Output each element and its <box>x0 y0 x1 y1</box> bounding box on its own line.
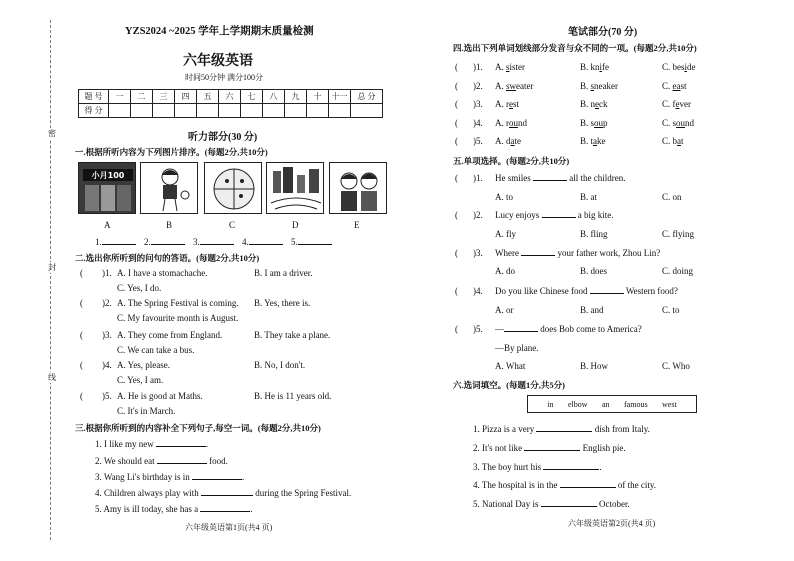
option-b: B. at <box>580 192 597 202</box>
sentence-start: 5. Amy is ill today, she has a <box>95 504 199 514</box>
score-table-score-row <box>79 104 383 118</box>
order-blank[interactable] <box>151 237 185 245</box>
question-start: He smiles <box>495 173 531 183</box>
sentence-start: 3. The boy hurt his <box>473 462 542 472</box>
s6-item-3 <box>473 462 602 472</box>
option-b: B. He is 11 years old. <box>254 391 332 401</box>
underlined-letters: e <box>509 99 513 109</box>
question-end: all the children. <box>569 173 626 183</box>
word-bank-item: famous <box>624 399 648 409</box>
option-text: ck <box>599 99 608 109</box>
option-text: B. s <box>580 118 595 128</box>
option-b: B. fling <box>580 229 608 239</box>
underlined-letters: ou <box>676 118 686 128</box>
s6-item-2 <box>473 443 626 453</box>
score-input-cell[interactable] <box>175 104 197 118</box>
option-c: C. doing <box>662 266 694 276</box>
order-blank-label: 3. <box>193 237 200 247</box>
question-number: )5. <box>473 324 483 334</box>
answer-paren[interactable]: ( <box>455 118 458 128</box>
option-b: B. They take a plane. <box>254 330 331 340</box>
option-c: C. We can take a bus. <box>117 345 195 355</box>
order-blank[interactable] <box>200 237 234 245</box>
underlined-letters: ou <box>594 118 604 128</box>
option-text: neaker <box>594 81 619 91</box>
option-a <box>495 136 521 146</box>
sentence-start: 1. Pizza is a very <box>473 424 535 434</box>
question-start: Lucy enjoys <box>495 210 540 220</box>
underlined-letters: a <box>510 136 515 146</box>
underlined-letters: ou <box>509 118 518 128</box>
written-title: 笔试部分(70 分) <box>568 27 638 38</box>
fill-blank[interactable] <box>541 499 597 507</box>
fill-blank[interactable] <box>192 472 245 482</box>
s3-item-2 <box>95 456 228 466</box>
score-cell: 二 <box>131 90 153 104</box>
answer-paren[interactable]: ( <box>80 330 83 340</box>
score-input-cell[interactable] <box>307 104 329 118</box>
s3-item-4 <box>95 488 351 498</box>
section-2-heading: 二.选出你所听到的问句的答语。(每题2分,共10分) <box>75 253 260 263</box>
score-input-cell[interactable] <box>197 104 219 118</box>
score-cell: 总 分 <box>351 90 383 104</box>
underlined-letters: sw <box>506 81 517 91</box>
s3-item-1 <box>95 439 208 449</box>
option-text: C. b <box>662 136 678 146</box>
option-b <box>580 81 618 91</box>
option-text: fe <box>602 62 610 72</box>
option-text: ke <box>597 136 606 146</box>
fill-blank[interactable] <box>504 324 538 332</box>
question-end: a big kite. <box>577 210 614 220</box>
girl-with-toy-drawing <box>140 162 198 214</box>
answer-paren[interactable]: ( <box>80 391 83 401</box>
question-number: )5. <box>473 136 483 146</box>
sentence-start: 3. Wang Li's birthday is in <box>95 472 190 482</box>
margin-label-seal: 密 <box>48 129 56 138</box>
option-text: ver <box>679 99 691 109</box>
score-cell: 一 <box>109 90 131 104</box>
order-blank-label: 5. <box>291 237 298 247</box>
underlined-letters: s <box>590 81 595 91</box>
fill-blank[interactable] <box>156 439 209 449</box>
option-c <box>662 136 684 146</box>
score-cell: 四 <box>175 90 197 104</box>
underlined-letters: a <box>677 136 682 146</box>
sentence-end: . <box>206 439 209 449</box>
score-input-cell[interactable] <box>263 104 285 118</box>
question-number: )2. <box>473 81 483 91</box>
question-number: )5. <box>102 391 112 401</box>
option-text: B. <box>580 81 591 91</box>
binding-line <box>50 20 51 540</box>
option-a: A. fly <box>495 229 516 239</box>
score-input-cell[interactable] <box>285 104 307 118</box>
s3-item-3 <box>95 472 244 482</box>
option-c: C. Yes, I do. <box>117 283 162 293</box>
underlined-letters: ea <box>672 81 681 91</box>
option-text: te <box>514 136 521 146</box>
question-end: does Bob come to America? <box>540 324 642 334</box>
fill-blank[interactable] <box>542 210 576 218</box>
option-text: nd <box>685 118 695 128</box>
underlined-letters: e <box>675 99 680 109</box>
answer-paren[interactable]: ( <box>455 99 458 109</box>
score-input-cell[interactable] <box>153 104 175 118</box>
question-reply: —By plane. <box>495 343 539 353</box>
fill-blank[interactable] <box>533 173 567 181</box>
image-letter-c: C <box>229 220 236 230</box>
question-number: )2. <box>473 210 483 220</box>
sentence-end: dish from Italy. <box>594 424 650 434</box>
margin-label-line: 线 <box>48 373 56 382</box>
score-input-cell[interactable] <box>131 104 153 118</box>
option-text: p <box>603 118 608 128</box>
city-park-drawing <box>266 162 324 214</box>
option-a: A. He is good at Maths. <box>117 391 203 401</box>
score-cell: 十 <box>307 90 329 104</box>
fill-blank[interactable] <box>590 286 624 294</box>
score-cell: 六 <box>219 90 241 104</box>
option-a: A. to <box>495 192 513 202</box>
question-start: Where <box>495 248 519 258</box>
answer-paren[interactable]: ( <box>80 360 83 370</box>
option-a: A. I have a stomachache. <box>117 268 208 278</box>
sentence-end: English pie. <box>582 443 626 453</box>
option-c <box>662 81 687 91</box>
option-text: ister <box>509 62 526 72</box>
fill-blank[interactable] <box>201 488 253 496</box>
option-text: t <box>681 136 684 146</box>
option-c: C. Who <box>662 361 690 371</box>
section-5-heading: 五.单项选择。(每题2分,共10分) <box>453 156 570 166</box>
option-c <box>662 99 691 109</box>
option-a: A. They come from England. <box>117 330 223 340</box>
margin-label-seal-2: 封 <box>48 263 56 272</box>
option-text: eater <box>516 81 534 91</box>
score-input-cell[interactable] <box>351 104 383 118</box>
option-a: A. or <box>495 305 514 315</box>
option-a: A. The Spring Festival is coming. <box>117 298 239 308</box>
word-bank-item: in <box>547 399 554 409</box>
sentence-start: 1. I like my new <box>95 439 154 449</box>
option-b <box>580 62 609 72</box>
question-text <box>495 173 625 183</box>
option-text: B. kn <box>580 62 600 72</box>
question-number: )3. <box>102 330 112 340</box>
score-input-cell[interactable] <box>109 104 131 118</box>
order-blank-label: 1. <box>95 237 102 247</box>
option-c: C. flying <box>662 229 695 239</box>
sentence-start: 2. It's not like <box>473 443 523 453</box>
question-number: )1. <box>473 62 483 72</box>
section-6-heading: 六.选词填空。(每题1分,共5分) <box>453 380 565 390</box>
score-table-header-row <box>79 90 383 104</box>
option-text: de <box>687 62 696 72</box>
question-end: Western food? <box>625 286 678 296</box>
page-footer-1: 六年级英语第1页(共4 页) <box>185 523 273 532</box>
answer-paren[interactable]: ( <box>455 286 458 296</box>
section-4-heading: 四.选出下列单词划线部分发音与众不同的一项。(每题2分,共10分) <box>453 43 697 53</box>
option-a <box>495 99 519 109</box>
question-number: )3. <box>473 99 483 109</box>
option-a: A. What <box>495 361 526 371</box>
underlined-letters: i <box>684 62 688 72</box>
image-letter-e: E <box>354 220 360 230</box>
section-3-heading: 三.根据你所听到的内容补全下列句子,每空一词。(每题2分,共10分) <box>75 423 321 433</box>
option-c <box>662 118 694 128</box>
fill-blank[interactable] <box>560 480 616 488</box>
score-row-label: 得 分 <box>79 104 109 118</box>
order-blank[interactable] <box>298 237 332 245</box>
question-end: your father work, Zhou Lin? <box>557 248 661 258</box>
question-number: )4. <box>473 118 483 128</box>
word-bank-item: west <box>662 399 677 409</box>
answer-paren[interactable]: ( <box>455 62 458 72</box>
section-1-heading: 一.根据所听内容为下列图片排序。(每题2分,共10分) <box>75 147 268 157</box>
answer-paren[interactable]: ( <box>455 81 458 91</box>
option-a <box>495 62 525 72</box>
sentence-start: 5. National Day is <box>473 499 539 509</box>
sentence-end: food. <box>209 456 228 466</box>
question-start: — <box>495 324 504 334</box>
s6-item-4 <box>473 480 656 490</box>
sentence-start: 4. Children always play with <box>95 488 199 498</box>
word-bank-item: elbow <box>567 399 588 409</box>
option-text: st <box>680 81 687 91</box>
question-number: )2. <box>102 298 112 308</box>
option-text: st <box>513 99 520 109</box>
fill-blank[interactable] <box>200 504 253 514</box>
question-number: )1. <box>473 173 483 183</box>
fill-blank[interactable] <box>536 424 592 432</box>
option-b: B. No, I don't. <box>254 360 306 370</box>
order-blanks <box>95 237 332 247</box>
fill-blank[interactable] <box>543 462 602 472</box>
s6-item-1 <box>473 424 650 434</box>
question-number: )3. <box>473 248 483 258</box>
option-b: B. and <box>580 305 604 315</box>
option-b <box>580 118 608 128</box>
underlined-letters: s <box>506 62 510 72</box>
option-text: C. s <box>662 118 677 128</box>
answer-paren[interactable]: ( <box>455 210 458 220</box>
time-info: 时间50分钟 满分100分 <box>185 73 263 82</box>
option-text: A. r <box>495 118 509 128</box>
shop-storefront-photo <box>78 162 136 214</box>
option-b: B. How <box>580 361 609 371</box>
answer-paren[interactable]: ( <box>455 173 458 183</box>
option-text: A. d <box>495 136 511 146</box>
option-text: B. n <box>580 99 596 109</box>
score-input-cell[interactable] <box>329 104 351 118</box>
fill-blank[interactable] <box>524 443 580 451</box>
option-text: A. <box>495 62 506 72</box>
fill-blank[interactable] <box>521 248 555 256</box>
sentence-end: of the city. <box>617 480 656 490</box>
option-c: C. Yes, I am. <box>117 375 164 385</box>
sentence-start: 2. We should eat <box>95 456 155 466</box>
question-text <box>495 210 614 220</box>
score-cell: 五 <box>197 90 219 104</box>
two-children-drawing <box>329 162 387 214</box>
option-c: C. on <box>662 192 682 202</box>
subject-title: 六年级英语 <box>183 54 253 69</box>
answer-paren[interactable]: ( <box>455 324 458 334</box>
order-blank[interactable] <box>249 237 283 245</box>
s6-item-5 <box>473 499 630 509</box>
pizza-drawing <box>204 162 262 214</box>
shop-sign-text: 小月100 <box>91 171 125 180</box>
option-text: A. <box>495 81 506 91</box>
option-a: A. Yes, please. <box>117 360 170 370</box>
option-text: C. <box>662 81 673 91</box>
exam-title: YZS2024 ~2025 学年上学期期末质量检测 <box>125 26 314 37</box>
option-c <box>662 62 696 72</box>
page-footer-2: 六年级英语第2页(共4 页) <box>568 519 656 528</box>
answer-paren[interactable]: ( <box>455 136 458 146</box>
option-b: B. I am a driver. <box>254 268 313 278</box>
sentence-end: . <box>241 472 245 482</box>
score-cell: 七 <box>241 90 263 104</box>
image-letter-d: D <box>292 220 299 230</box>
order-blank-label: 2. <box>144 237 151 247</box>
question-number: )4. <box>102 360 112 370</box>
score-cell: 十一 <box>329 90 351 104</box>
score-cell: 八 <box>263 90 285 104</box>
underlined-letters: a <box>593 136 598 146</box>
answer-paren[interactable]: ( <box>80 268 83 278</box>
score-table <box>78 89 383 118</box>
image-letter-a: A <box>104 220 111 230</box>
fill-blank[interactable] <box>157 456 207 464</box>
option-b: B. does <box>580 266 607 276</box>
s3-item-5 <box>95 504 253 514</box>
question-text <box>495 324 642 334</box>
option-text: C. bes <box>662 62 685 72</box>
sentence-end: during the Spring Festival. <box>255 488 352 498</box>
sentence-end: . <box>250 504 253 514</box>
question-start: Do you like Chinese food <box>495 286 588 296</box>
word-bank <box>527 395 697 413</box>
question-number: )1. <box>102 268 112 278</box>
score-cell: 题 号 <box>79 90 109 104</box>
score-input-cell[interactable] <box>241 104 263 118</box>
option-b <box>580 136 606 146</box>
question-text <box>495 286 678 296</box>
answer-paren[interactable]: ( <box>455 248 458 258</box>
score-cell: 三 <box>153 90 175 104</box>
option-a: A. do <box>495 266 515 276</box>
word-bank-item: an <box>601 399 610 409</box>
option-c: C. It's in March. <box>117 406 176 416</box>
option-text: B. t <box>580 136 594 146</box>
image-letter-b: B <box>166 220 173 230</box>
sentence-start: 4. The hospital is in the <box>473 480 558 490</box>
score-cell: 九 <box>285 90 307 104</box>
underlined-letters: e <box>595 99 600 109</box>
sentence-end: October. <box>599 499 630 509</box>
option-c: C. My favourite month is August. <box>117 313 239 323</box>
option-c: C. to <box>662 305 680 315</box>
answer-paren[interactable]: ( <box>80 298 83 308</box>
option-text: nd <box>518 118 527 128</box>
option-b <box>580 99 608 109</box>
score-input-cell[interactable] <box>219 104 241 118</box>
option-a <box>495 81 534 91</box>
listening-title: 听力部分(30 分) <box>188 132 258 143</box>
option-b: B. Yes, there is. <box>254 298 311 308</box>
order-blank[interactable] <box>102 237 136 245</box>
question-number: )4. <box>473 286 483 296</box>
question-text <box>495 248 660 258</box>
option-text: A. r <box>495 99 509 109</box>
option-text: C. f <box>662 99 676 109</box>
sentence-end: . <box>599 462 602 472</box>
order-blank-label: 4. <box>242 237 249 247</box>
underlined-letters: i <box>599 62 603 72</box>
option-a <box>495 118 527 128</box>
